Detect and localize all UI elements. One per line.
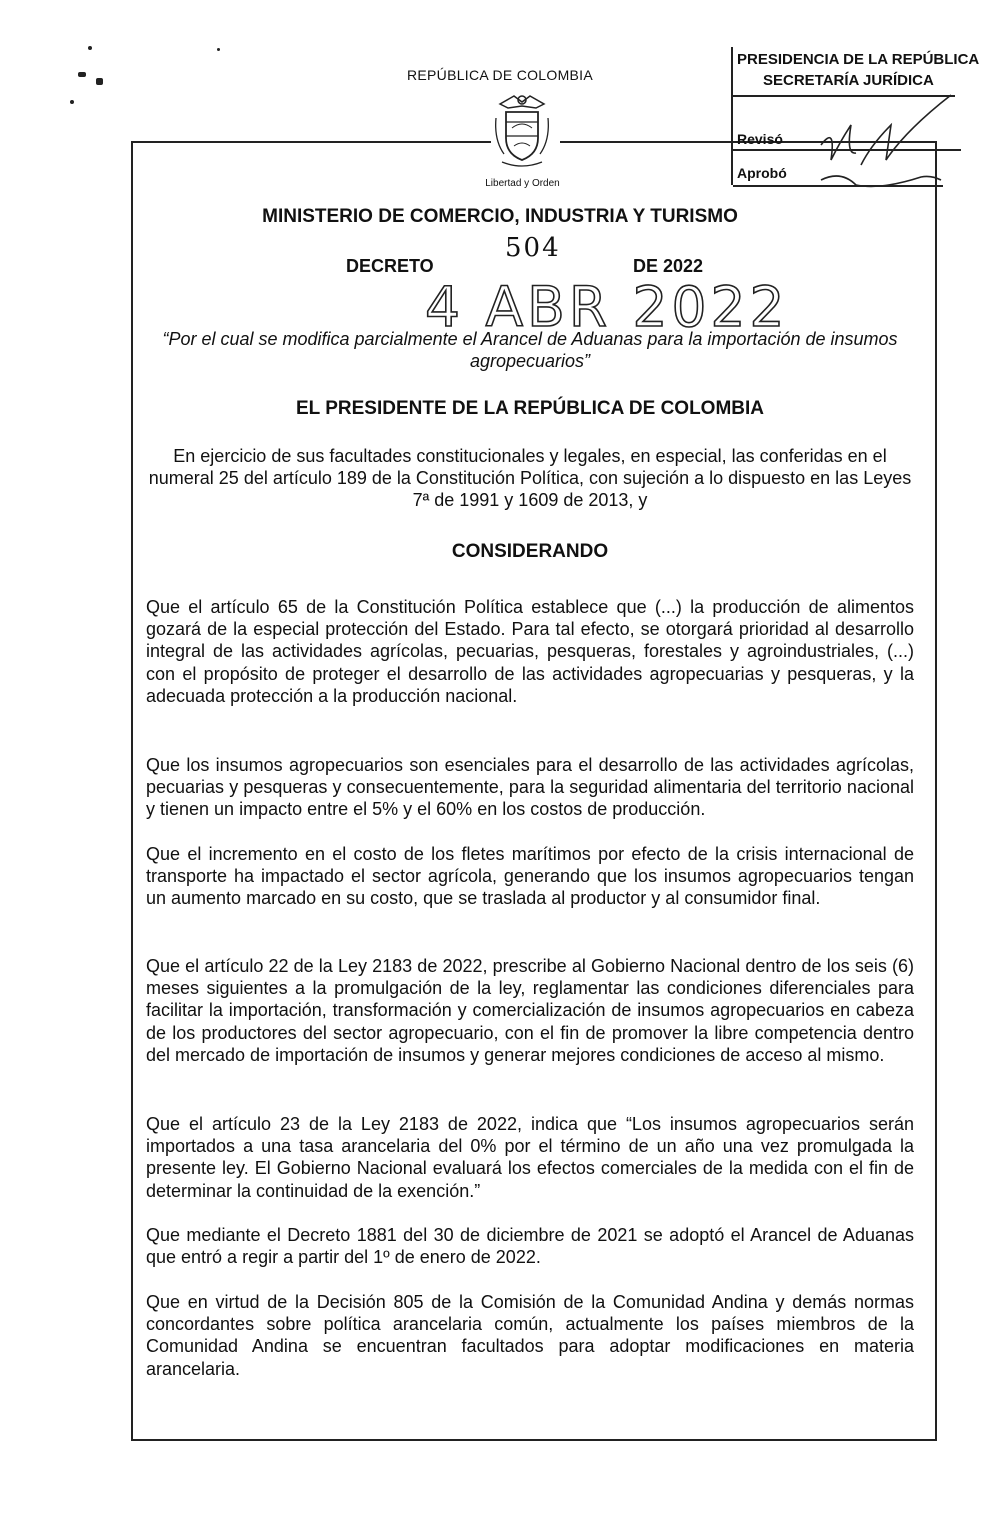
scan-speck xyxy=(88,46,92,50)
president-heading: EL PRESIDENTE DE LA REPÚBLICA DE COLOMBIA xyxy=(296,398,764,419)
decreto-label: DECRETO xyxy=(346,256,434,276)
decree-subtitle: “Por el cual se modifica parcialmente el Arancel de Aduanas para la importación de insumos agropecuarios” xyxy=(162,329,898,371)
intro-paragraph: En ejercicio de sus facultades constitucionales y legales, en especial, las conferidas en el numeral 25 del artículo 189 de la Constitución Política, con sujeción a lo dispuesto en las Leyes 7ª de 1991 y 1609 de 2013, y xyxy=(148,446,912,510)
stamp-reviso: Revisó xyxy=(737,131,783,147)
stamp-line-2: SECRETARÍA JURÍDICA xyxy=(763,72,934,89)
motto-text: Libertad y Orden xyxy=(485,178,560,189)
scan-speck xyxy=(70,100,74,104)
decreto-number: 504 xyxy=(505,233,561,263)
considerando-paragraph: Que el incremento en el costo de los fletes marítimos por efecto de la crisis internacional de transporte ha impactado el sector agrícola, generando que los insumos agropecuarios tengan un aumento marcado en su costo, que se traslada al productor y al consumidor final. xyxy=(146,844,914,909)
considerando-paragraph: Que el artículo 23 de la Ley 2183 de 2022, indica que “Los insumos agropecuarios serán importados a una tasa arancelaria del 0% por el término de un año una vez promulgada la presente ley. El Gobierno Nacional evaluará los efectos comerciales de la medida con el fin de determinar la continuidad de la exención.” xyxy=(146,1114,914,1201)
considerando-paragraph: Que el artículo 65 de la Constitución Política establece que (...) la producción de alimentos gozará de la especial protección del Estado. Para tal efecto, se otorgará prioridad al desarrollo integral de las actividades agrícolas, pecuarias, pesqueras, forestales y agroindustriales, (...) con el propósito de proteger el desarrollo de las actividades agropecuarias y pesqueras, y la adecuada protección a la producción nacional. xyxy=(146,597,914,706)
review-stamp xyxy=(731,45,980,205)
stamp-left-border xyxy=(731,47,733,185)
scan-speck xyxy=(217,48,220,51)
coat-of-arms-icon xyxy=(492,90,552,170)
considerando-paragraph: Que mediante el Decreto 1881 del 30 de diciembre de 2021 se adoptó el Arancel de Aduanas que entró a regir a partir del 1º de enero de 2022. xyxy=(146,1225,914,1268)
considerando-paragraph: Que en virtud de la Decisión 805 de la Comisión de la Comunidad Andina y demás normas concordantes sobre política arancelaria común, actualmente los países miembros de la Comunidad Andina se encuentran facultados para adoptar modificaciones en materia arancelaria. xyxy=(146,1292,914,1379)
decreto-year: DE 2022 xyxy=(633,256,704,276)
considerando-paragraph: Que el artículo 22 de la Ley 2183 de 2022, prescribe al Gobierno Nacional dentro de los seis (6) meses siguientes a la promulgación de la ley, reglamentar las condiciones diferenciales para facilitar la importación, transformación y comercialización de insumos agropecuarios en cabeza de los productores del sector agropecuario, con el fin de promover la libre competencia dentro del mercado de importación de insumos y generar mejores condiciones de acceso al mismo. xyxy=(146,956,914,1065)
date-stamp: 4 ABR 2022 xyxy=(425,275,789,339)
signature-icon xyxy=(811,85,961,195)
republica-title: REPÚBLICA DE COLOMBIA xyxy=(406,67,594,83)
stamp-aprobo: Aprobó xyxy=(737,165,787,181)
considerando-paragraph: Que los insumos agropecuarios son esenciales para el desarrollo de las actividades agrícolas, pecuarias y pesqueras y consecuentemente, para la seguridad alimentaria del territorio nacional y tienen un impacto entre el 5% y el 60% en los costos de producción. xyxy=(146,755,914,820)
considerando-heading: CONSIDERANDO xyxy=(451,541,609,562)
stamp-line-1: PRESIDENCIA DE LA REPÚBLICA xyxy=(737,51,980,68)
ministry-title: MINISTERIO DE COMERCIO, INDUSTRIA Y TURISMO xyxy=(262,206,738,227)
